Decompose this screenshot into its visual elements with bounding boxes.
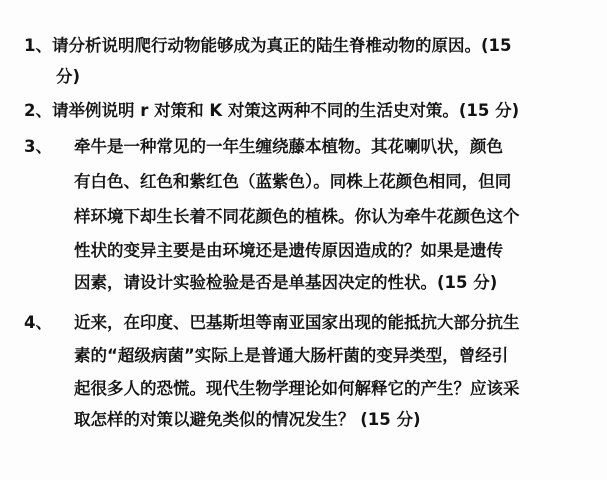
question-1-text-line-1: 请分析说明爬行动物能够成为真正的陆生脊椎动物的原因。(15 (51, 36, 512, 55)
question-3-text-line-3: 样环境下却生长着不同花颜色的植株。你认为牵牛花颜色这个 (74, 207, 520, 226)
question-4-text-line-1: 近来，在印度、巴基斯坦等南亚国家出现的能抵抗大部分抗生 (74, 313, 520, 332)
question-3-number: 3、 (24, 137, 52, 156)
question-1-line-1 (24, 36, 512, 56)
question-2-number: 2、 (24, 101, 52, 120)
question-4-text-line-4: 取怎样的对策以避免类似的情况发生？ (15 分) (74, 410, 421, 429)
question-3-line-1 (24, 137, 503, 157)
question-4-line-1 (24, 313, 520, 333)
question-3-text-line-4: 性状的变异主要是由环境还是遗传原因造成的？如果是遗传 (74, 241, 503, 260)
question-3-line-5 (74, 273, 497, 293)
question-3-line-3 (74, 207, 520, 227)
question-3-text-line-2: 有白色、红色和紫红色（蓝紫色）。同株上花颜色相同，但同 (74, 172, 512, 191)
question-2-line-1 (24, 101, 519, 121)
question-4-line-2 (74, 346, 508, 366)
question-4-text-line-3: 起很多人的恐慌。现代生物学理论如何解释它的产生？应该采 (74, 379, 520, 398)
question-1-text-line-2: 分) (56, 67, 81, 86)
question-4-number: 4、 (24, 313, 52, 332)
question-3-text-line-1: 牵牛是一种常见的一年生缠绕藤本植物。其花喇叭状，颜色 (74, 137, 503, 156)
question-4-text-line-2: 素的“超级病菌”实际上是普通大肠杆菌的变异类型，曾经引 (74, 346, 509, 365)
question-3-text-line-5: 因素，请设计实验检验是否是单基因决定的性状。(15 分) (74, 273, 498, 292)
question-1-number: 1、 (24, 36, 52, 55)
question-4-line-4 (74, 410, 421, 430)
question-4-line-3 (74, 379, 520, 399)
question-3-line-2 (74, 172, 511, 192)
question-2-text-line-1: 请举例说明 r 对策和 K 对策这两种不同的生活史对策。(15 分) (51, 101, 520, 120)
question-3-line-4 (74, 241, 503, 261)
question-1-line-2 (56, 67, 80, 87)
